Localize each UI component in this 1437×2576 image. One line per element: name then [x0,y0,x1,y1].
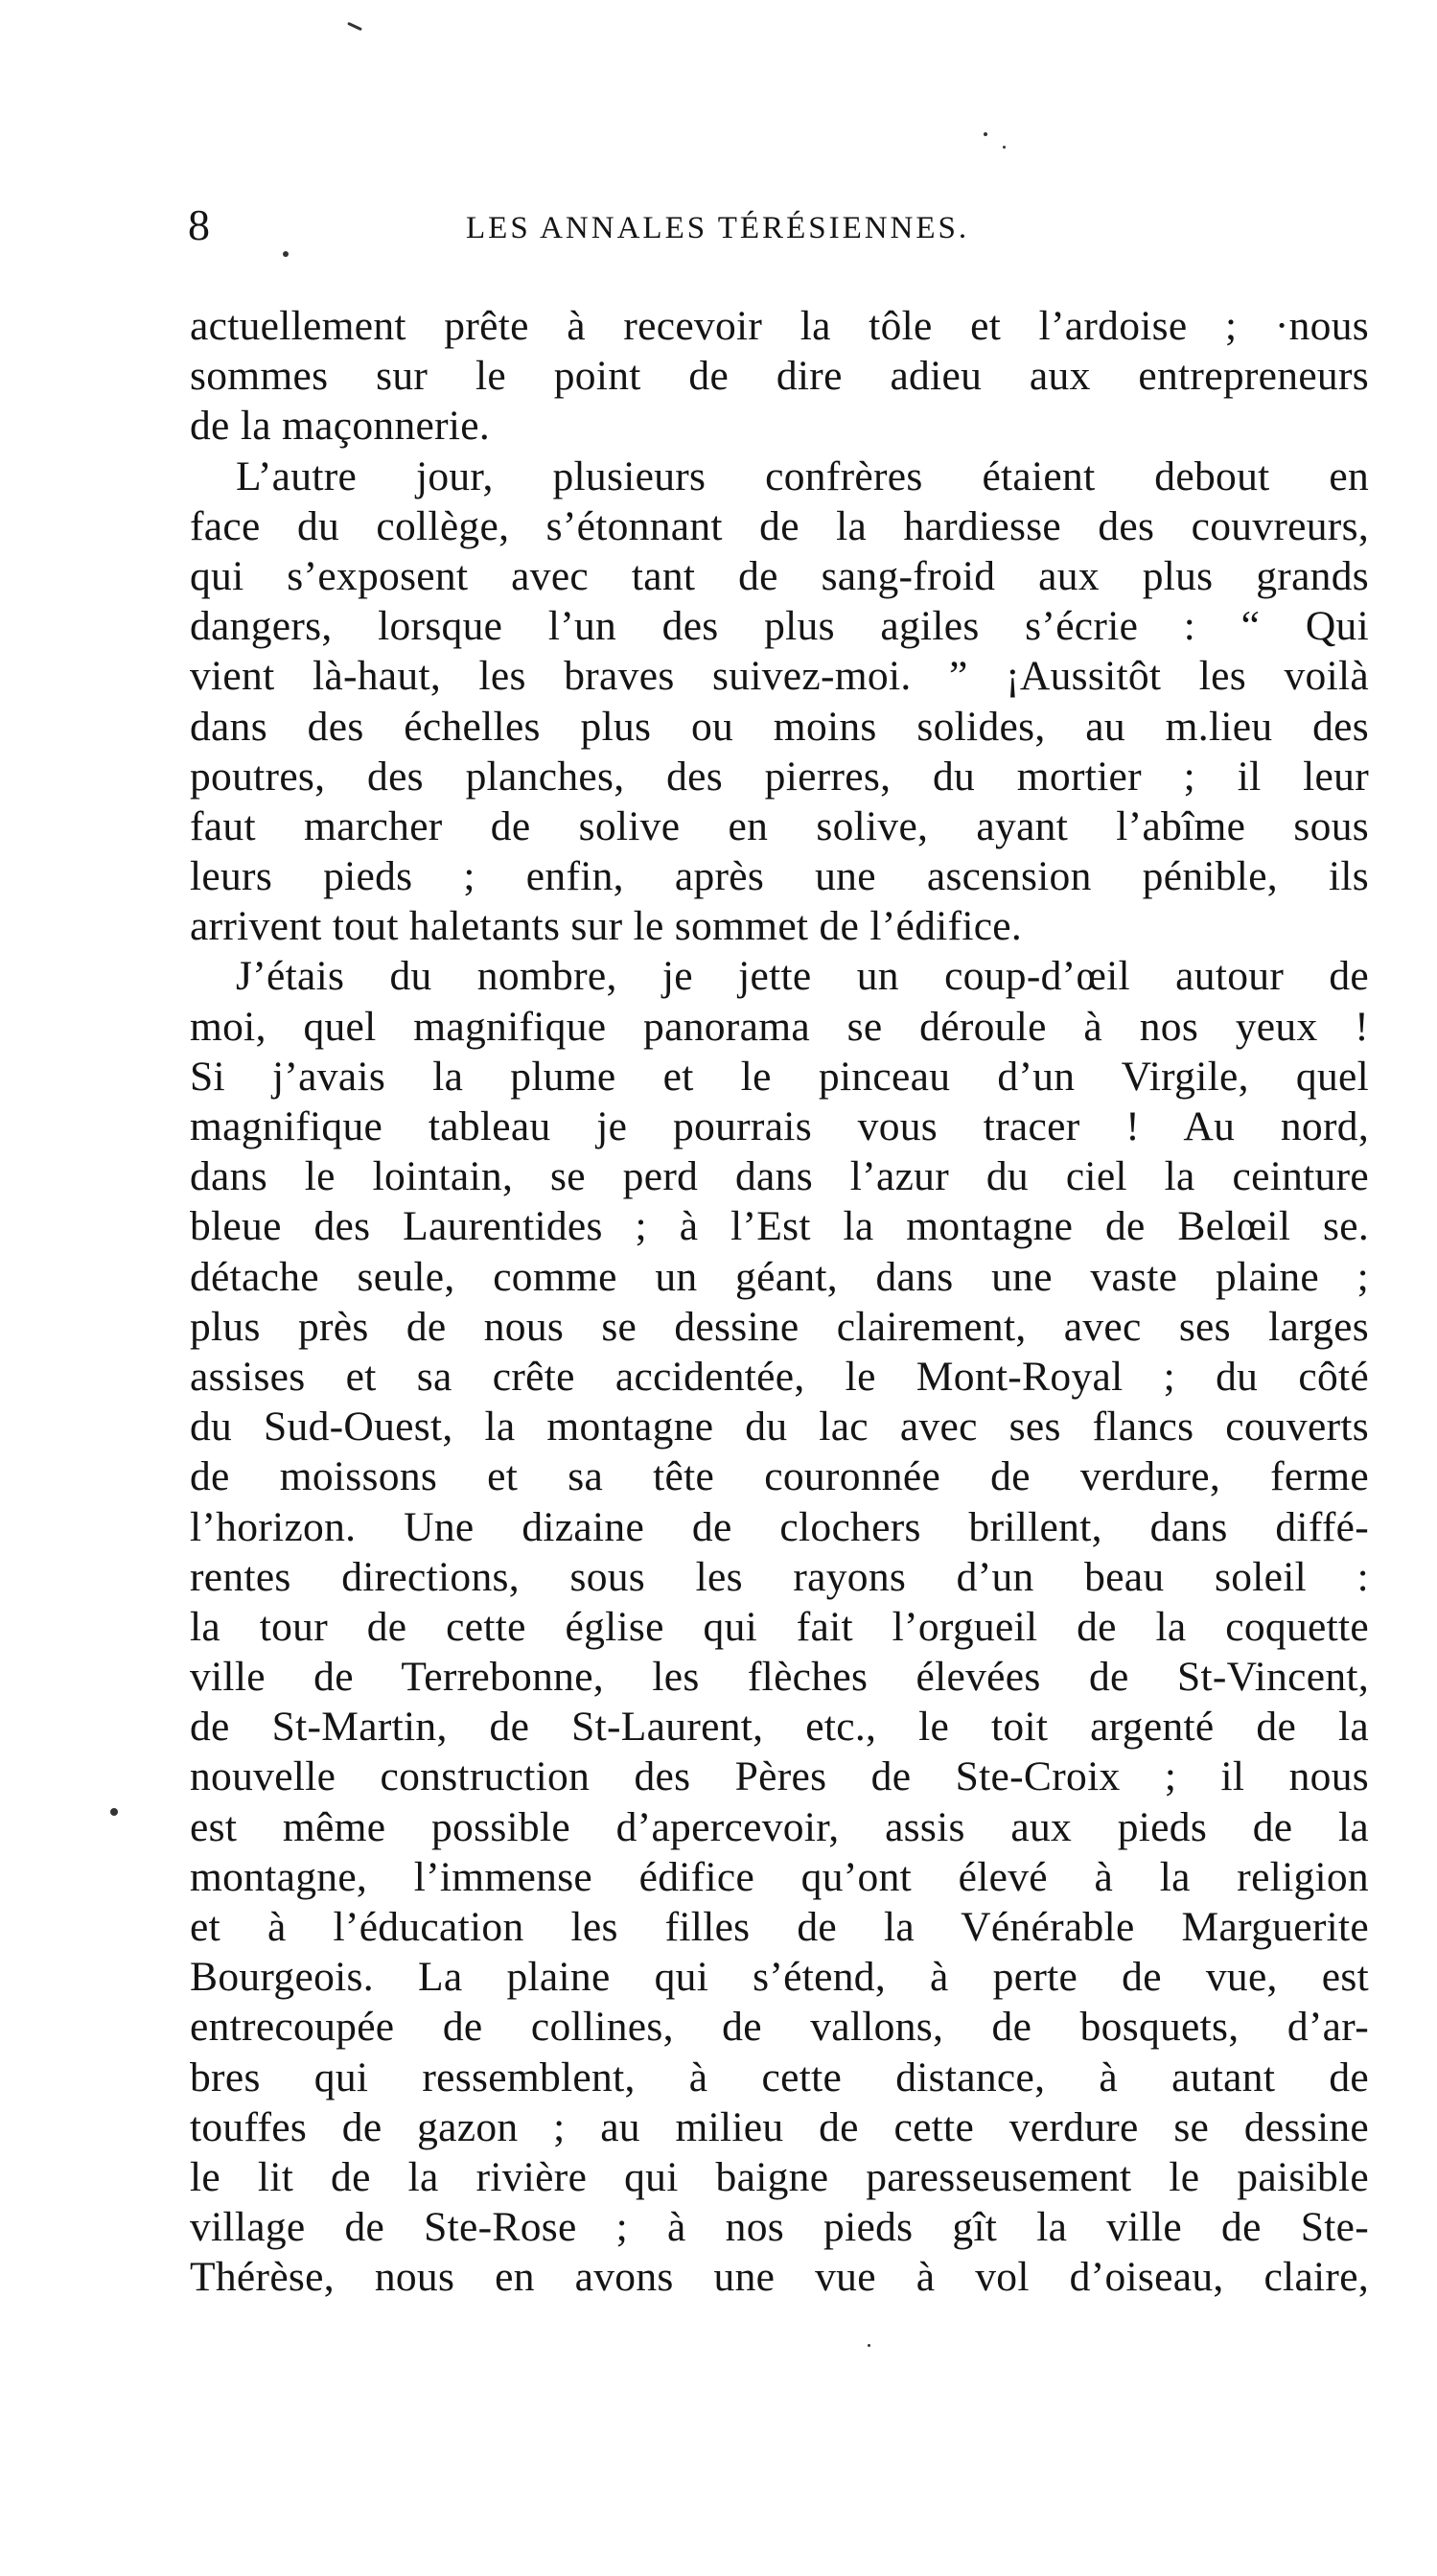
text-line: rentes directions, sous les rayons d’un beau soleil : [190,1553,1369,1600]
text-line: actuellement prête à recevoir la tôle et l’ardoise ; ·nous [190,303,1369,349]
text-line: et à l’éducation les filles de la Vénérable Marguerite [190,1904,1369,1950]
scan-speck [347,22,362,31]
text-line: touffes de gazon ; au milieu de cette verdure se dessine [190,2103,1369,2150]
text-line: est même possible d’apercevoir, assis aux pieds de la [190,1803,1369,1850]
text-line: de moissons et sa tête couronnée de verdure, ferme [190,1453,1369,1500]
text-line: moi, quel magnifique panorama se déroule à nos yeux ! [190,1003,1369,1050]
text-line: leurs pieds ; enfin, après une ascension pénible, ils [190,853,1369,900]
text-line: détache seule, comme un géant, dans une vaste plaine ; [190,1253,1369,1300]
text-line: vient là-haut, les braves suivez-moi. ” ¡Aussitôt les voilà [190,653,1369,700]
paragraph-first-line: L’autre jour, plusieurs confrères étaient debout en [236,453,1369,499]
text-line: plus près de nous se dessine clairement, avec ses larges [190,1303,1369,1350]
paragraph-first-line: J’étais du nombre, je jette un coup-d’œil autour de [236,953,1369,1000]
text-line: la tour de cette église qui fait l’orgueil de la coquette [190,1603,1369,1650]
body-text [190,301,1369,2303]
text-line: bleue des Laurentides ; à l’Est la montagne de Belœil se. [190,1203,1369,1250]
scan-speck [1003,146,1006,149]
text-line: Thérèse, nous en avons une vue à vol d’oiseau, claire, [190,2254,1369,2301]
text-line: assises et sa crête accidentée, le Mont-Royal ; du côté [190,1353,1369,1400]
text-line: faut marcher de solive en solive, ayant l’abîme sous [190,802,1369,849]
text-line: le lit de la rivière qui baigne paresseusement le paisible [190,2153,1369,2200]
text-line: face du collège, s’étonnant de la hardiesse des couvreurs, [190,502,1369,549]
text-line: arrivent tout haletants sur le sommet de l’édifice. [190,903,1023,950]
text-line: village de Ste-Rose ; à nos pieds gît la ville de Ste- [190,2204,1369,2251]
text-line: du Sud-Ouest, la montagne du lac avec ses flancs couverts [190,1404,1369,1450]
text-line: bres qui ressemblent, à cette distance, à autant de [190,2054,1369,2100]
text-line: dangers, lorsque l’un des plus agiles s’écrie : “ Qui [190,603,1369,650]
text-line: Si j’avais la plume et le pinceau d’un Virgile, quel [190,1053,1369,1100]
text-line: de St-Martin, de St-Laurent, etc., le toit argenté de la [190,1704,1369,1751]
text-line: de la maçonnerie. [190,403,491,450]
text-line: montagne, l’immense édifice qu’ont élevé à la religion [190,1853,1369,1900]
scan-speck [984,132,987,136]
text-line: Bourgeois. La plaine qui s’étend, à perte de vue, est [190,1954,1369,2001]
text-line: l’horizon. Une dizaine de clochers brillent, dans diffé- [190,1503,1369,1550]
text-line: magnifique tableau je pourrais vous tracer ! Au nord, [190,1103,1369,1149]
text-line: dans le lointain, se perd dans l’azur du ciel la ceinture [190,1153,1369,1200]
text-line: ville de Terrebonne, les flèches élevées de St-Vincent, [190,1654,1369,1701]
page-number: 8 [188,200,210,249]
text-line: qui s’exposent avec tant de sang-froid aux plus grands [190,552,1369,599]
text-line: poutres, des planches, des pierres, du mortier ; il leur [190,753,1369,800]
text-line: entrecoupée de collines, de vallons, de bosquets, d’ar- [190,2004,1369,2051]
running-head [188,197,1367,254]
scan-speck [283,251,289,257]
scan-speck [110,1808,118,1816]
text-line: nouvelle construction des Pères de Ste-Croix ; il nous [190,1753,1369,1800]
scan-speck [868,2344,870,2347]
running-title: LES ANNALES TÉRÉSIENNES. [466,211,970,245]
text-line: dans des échelles plus ou moins solides, au m.lieu des [190,703,1369,750]
text-line: sommes sur le point de dire adieu aux entrepreneurs [190,353,1369,400]
